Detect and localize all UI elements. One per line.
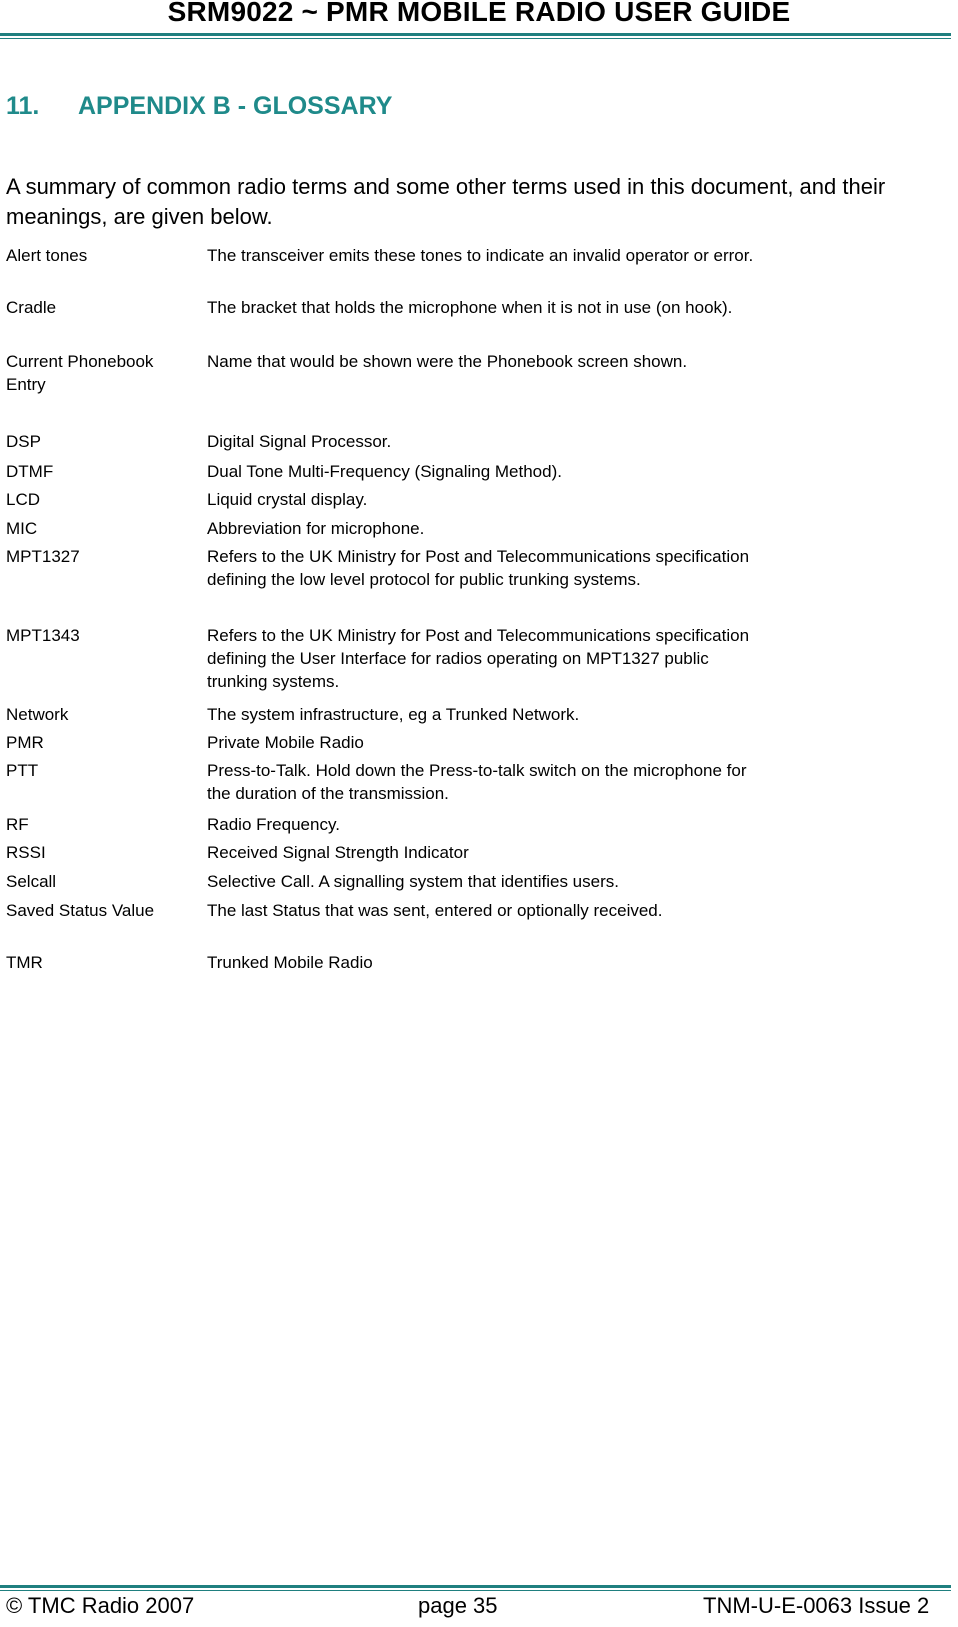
header-rule-thin [0, 38, 951, 39]
glossary-term: TMR [6, 953, 43, 972]
header-rule-thick [0, 33, 951, 36]
footer-document-id: TNM-U-E-0063 Issue 2 [703, 1593, 930, 1618]
glossary-term: RSSI [6, 843, 46, 862]
glossary-definition: The bracket that holds the microphone when it is not in use (on hook). [207, 298, 733, 317]
glossary-term: MPT1343 [6, 626, 80, 645]
section-number: 11. [6, 92, 40, 120]
glossary-term: Cradle [6, 298, 57, 317]
glossary-definition: Trunked Mobile Radio [207, 953, 373, 972]
footer-copyright: © TMC Radio 2007 [6, 1593, 195, 1618]
glossary-term: PTT [6, 761, 39, 780]
glossary-definition: The transceiver emits these tones to indicate an invalid operator or error. [207, 246, 754, 265]
intro-paragraph: A summary of common radio terms and some other terms used in this document, and their meanings, are given below. [6, 174, 886, 229]
section-title: APPENDIX B - GLOSSARY [78, 92, 393, 120]
footer-rule-thin [0, 1590, 951, 1591]
glossary-definition: Private Mobile Radio [207, 733, 364, 752]
glossary-definition: Refers to the UK Ministry for Post and Telecommunications specification defining the User Interface for radios operating on MPT1327 public trunking systems. [207, 626, 750, 691]
glossary-term: Network [6, 705, 69, 724]
glossary-term: Current Phonebook Entry [6, 352, 154, 394]
glossary-term: Saved Status Value [6, 901, 155, 920]
glossary-definition: The last Status that was sent, entered or optionally received. [207, 901, 663, 920]
page-header-title: SRM9022 ~ PMR MOBILE RADIO USER GUIDE [167, 0, 791, 27]
glossary-term: MPT1327 [6, 547, 80, 566]
glossary-definition: Liquid crystal display. [207, 490, 368, 509]
glossary-definition: Selective Call. A signalling system that identifies users. [207, 872, 619, 891]
glossary-term: Alert tones [6, 246, 88, 265]
glossary-term: MIC [6, 519, 38, 538]
glossary-definition: Refers to the UK Ministry for Post and Telecommunications specification defining the low level protocol for public trunking systems. [207, 547, 750, 589]
glossary-definition: Abbreviation for microphone. [207, 519, 425, 538]
section-heading [6, 92, 392, 121]
glossary-definition: Received Signal Strength Indicator [207, 843, 469, 862]
glossary-definition: The system infrastructure, eg a Trunked Network. [207, 705, 580, 724]
glossary-definition: Name that would be shown were the Phonebook screen shown. [207, 352, 688, 371]
footer-rule-thick [0, 1585, 951, 1588]
glossary-term: DSP [6, 432, 41, 451]
glossary-definition: Digital Signal Processor. [207, 432, 392, 451]
glossary-term: DTMF [6, 462, 54, 481]
glossary-definition: Radio Frequency. [207, 815, 340, 834]
glossary-term: Selcall [6, 872, 57, 891]
glossary-definition: Dual Tone Multi-Frequency (Signaling Method). [207, 462, 562, 481]
glossary-term: LCD [6, 490, 41, 509]
footer-page-number: page 35 [418, 1593, 498, 1618]
glossary-term: RF [6, 815, 29, 834]
glossary-term: PMR [6, 733, 44, 752]
glossary-definition: Press-to-Talk. Hold down the Press-to-talk switch on the microphone for the duration of the transmission. [207, 761, 747, 803]
